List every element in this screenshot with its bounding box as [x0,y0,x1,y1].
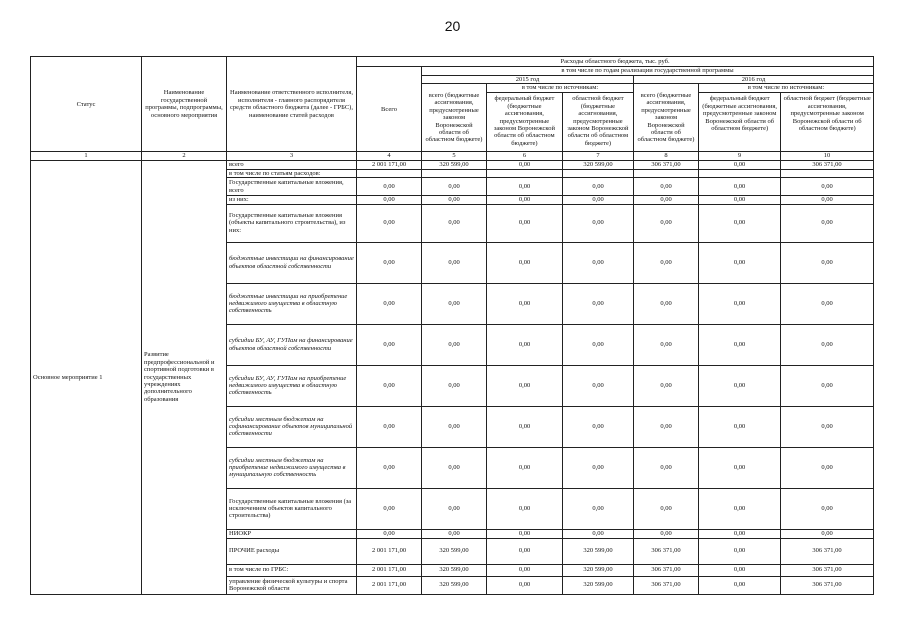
value-reg-2015: 0,00 [563,283,634,324]
value-total: 2 001 171,00 [357,576,422,594]
header-status: Статус [31,57,142,152]
column-number: 6 [487,152,563,160]
value-reg-2015: 0,00 [563,406,634,447]
value-fed-2016: 0,00 [699,196,781,204]
value-fed-2016: 0,00 [699,564,781,576]
value-total-2015: 0,00 [422,178,487,196]
header-col-reg-2016: областной бюджет (бюджетные ассигнования, предусмотренные законом Воронежской области об областном бюджете) [783,95,871,133]
status-cell: Основное мероприятие 1 [31,160,142,594]
value-total-2015: 320 599,00 [422,538,487,564]
value-total: 0,00 [357,406,422,447]
value-total-2016: 0,00 [634,365,699,406]
row-label: ПРОЧИЕ расходы [227,538,357,564]
row-label: НИОКР [227,529,357,538]
row-label: из них: [227,196,357,204]
value-fed-2015: 0,00 [487,204,563,242]
page-number: 20 [444,18,461,34]
header-program-name: Наименование государственной программы, подпрограммы, основного мероприятия [142,57,227,152]
value-empty [781,169,874,177]
value-total-2015: 0,00 [422,324,487,365]
value-reg-2015: 0,00 [563,365,634,406]
value-fed-2016: 0,00 [699,365,781,406]
value-fed-2016: 0,00 [699,576,781,594]
value-reg-2015: 320 599,00 [563,564,634,576]
value-fed-2015: 0,00 [487,538,563,564]
value-fed-2015: 0,00 [487,178,563,196]
value-total-2016: 0,00 [634,283,699,324]
value-total: 2 001 171,00 [357,160,422,169]
value-reg-2015: 0,00 [563,204,634,242]
header-col-fed-2016: федеральный бюджет (бюджетные ассигнования, предусмотренные законом Воронежской области об областном бюджете) [699,93,781,151]
column-number: 5 [422,152,487,160]
value-total-2015: 0,00 [422,283,487,324]
header-sources-2015 [487,84,634,152]
value-total-2015: 0,00 [422,365,487,406]
value-fed-2015: 0,00 [487,196,563,204]
value-total: 2 001 171,00 [357,564,422,576]
column-number: 3 [227,152,357,160]
value-total: 0,00 [357,447,422,488]
value-total-2015: 0,00 [422,196,487,204]
value-total-2015: 0,00 [422,204,487,242]
value-total-2015: 320 599,00 [422,160,487,169]
value-fed-2015: 0,00 [487,576,563,594]
value-reg-2016: 306 371,00 [781,538,874,564]
header-col-total-2015 [422,84,487,152]
header-expenses-title: Расходы областного бюджета, тыс. руб. [357,57,874,67]
row-label: субсидии БУ, АУ, ГУПам на приобретение недвижимого имущества в областную собственность [227,365,357,406]
value-fed-2015: 0,00 [487,406,563,447]
row-label: в том числе по статьям расходов: [227,169,357,177]
value-reg-2016: 0,00 [781,447,874,488]
value-total-2016: 0,00 [634,529,699,538]
value-total-2016: 306 371,00 [634,160,699,169]
header-col-total-2016-text: всего (бюджетные ассигнования, предусмотренные законом Воронежской области об областном бюджете) [637,91,695,144]
value-total: 0,00 [357,324,422,365]
value-fed-2016: 0,00 [699,324,781,365]
value-reg-2016: 0,00 [781,283,874,324]
value-empty [357,169,422,177]
value-reg-2016: 0,00 [781,529,874,538]
value-total: 0,00 [357,488,422,529]
value-reg-2015: 0,00 [563,324,634,365]
value-reg-2015: 0,00 [563,529,634,538]
column-number: 10 [781,152,874,160]
value-reg-2015: 320 599,00 [563,160,634,169]
header-col-total-2015-text: всего (бюджетные ассигнования, предусмотренные законом Воронежской области об областном бюджете) [425,91,483,144]
value-empty [634,169,699,177]
value-fed-2015: 0,00 [487,242,563,283]
program-name-cell: Развитие предпрофессиональной и спортивной подготовки в государственных учреждениях дополнительного образования [142,160,227,594]
column-number: 9 [699,152,781,160]
value-total: 0,00 [357,204,422,242]
value-total: 0,00 [357,283,422,324]
value-total-2016: 0,00 [634,204,699,242]
value-reg-2016: 0,00 [781,242,874,283]
value-fed-2016: 0,00 [699,204,781,242]
header-by-years: в том числе по годам реализации государственной программы [422,67,874,76]
table-row [31,160,874,169]
value-total-2016: 0,00 [634,488,699,529]
value-fed-2015: 0,00 [487,283,563,324]
value-reg-2015: 320 599,00 [563,576,634,594]
row-label: Государственные капитальные вложения (за исключением объектов капитального строительства) [227,488,357,529]
row-label: управление физической культуры и спорта Воронежской области [227,576,357,594]
value-fed-2016: 0,00 [699,160,781,169]
value-fed-2015: 0,00 [487,529,563,538]
value-total: 2 001 171,00 [357,538,422,564]
header-sources-2016-label: в том числе по источникам: [699,84,873,93]
value-reg-2016: 306 371,00 [781,564,874,576]
value-fed-2016: 0,00 [699,447,781,488]
value-total: 0,00 [357,196,422,204]
value-fed-2016: 0,00 [699,529,781,538]
header-sources-2016 [699,84,874,152]
value-fed-2015: 0,00 [487,488,563,529]
column-number: 7 [563,152,634,160]
row-label: субсидии местным бюджетам на софинансирование объектов муниципальной собственности [227,406,357,447]
value-total: 0,00 [357,529,422,538]
value-total-2015: 0,00 [422,488,487,529]
header-executor: Наименование ответственного исполнителя, исполнителя - главного распорядителя средств областного бюджета (далее - ГРБС), наименование статей расходов [227,57,357,152]
header-sources-2015-label: в том числе по источникам: [487,84,633,93]
column-number-row [31,152,874,160]
header-year-2016: 2016 год [634,76,874,84]
value-empty [699,169,781,177]
value-reg-2015: 0,00 [563,196,634,204]
value-total-2015: 320 599,00 [422,576,487,594]
value-fed-2015: 0,00 [487,447,563,488]
value-fed-2016: 0,00 [699,283,781,324]
value-empty [563,169,634,177]
row-label: Государственные капитальные вложения, всего [227,178,357,196]
row-label: субсидии местным бюджетам на приобретение недвижимого имущества в муниципальную собственность [227,447,357,488]
value-total: 0,00 [357,242,422,283]
value-total-2016: 0,00 [634,196,699,204]
row-label: Государственные капитальные вложения (объекты капитального строительства), из них: [227,204,357,242]
value-total: 0,00 [357,178,422,196]
value-total-2016: 306 371,00 [634,564,699,576]
value-reg-2016: 306 371,00 [781,576,874,594]
value-reg-2015: 320 599,00 [563,538,634,564]
budget-table [30,56,874,595]
value-fed-2015: 0,00 [487,564,563,576]
column-number: 4 [357,152,422,160]
row-label: субсидии БУ, АУ, ГУПам на финансирование объектов областной собственности [227,324,357,365]
value-total-2015: 0,00 [422,447,487,488]
value-fed-2015: 0,00 [487,324,563,365]
value-fed-2015: 0,00 [487,160,563,169]
value-reg-2016: 0,00 [781,196,874,204]
value-total-2015: 0,00 [422,529,487,538]
value-fed-2016: 0,00 [699,406,781,447]
value-reg-2015: 0,00 [563,178,634,196]
column-number: 8 [634,152,699,160]
value-total-2015: 0,00 [422,406,487,447]
header-col-reg-2015: областной бюджет (бюджетные ассигнования, предусмотренные законом Воронежской области об областном бюджете) [567,95,629,147]
value-total-2016: 0,00 [634,447,699,488]
row-label: в том числе по ГРБС: [227,564,357,576]
header-col-fed-2015: федеральный бюджет (бюджетные ассигнования, предусмотренные законом Воронежской области об областном бюджете) [487,93,563,151]
row-label: бюджетные инвестиции на финансирование объектов областной собственности [227,242,357,283]
header-year-2015: 2015 год [422,76,634,84]
row-label: всего [227,160,357,169]
value-total-2016: 306 371,00 [634,538,699,564]
row-label: бюджетные инвестиции на приобретение недвижимого имущества в областную собственность [227,283,357,324]
value-reg-2015: 0,00 [563,447,634,488]
header-col-total-2016 [634,84,699,152]
value-total-2016: 306 371,00 [634,576,699,594]
header-total: Всего [357,67,422,152]
value-fed-2015: 0,00 [487,365,563,406]
value-reg-2015: 0,00 [563,242,634,283]
value-total-2015: 0,00 [422,242,487,283]
value-fed-2016: 0,00 [699,488,781,529]
value-total-2016: 0,00 [634,242,699,283]
value-fed-2016: 0,00 [699,242,781,283]
value-total-2016: 0,00 [634,178,699,196]
value-reg-2016: 0,00 [781,204,874,242]
value-fed-2016: 0,00 [699,538,781,564]
value-reg-2015: 0,00 [563,488,634,529]
value-reg-2016: 0,00 [781,488,874,529]
value-empty [422,169,487,177]
value-reg-2016: 0,00 [781,324,874,365]
value-empty [487,169,563,177]
value-reg-2016: 306 371,00 [781,160,874,169]
value-fed-2016: 0,00 [699,178,781,196]
value-total-2016: 0,00 [634,406,699,447]
value-total-2016: 0,00 [634,324,699,365]
value-reg-2016: 0,00 [781,365,874,406]
value-reg-2016: 0,00 [781,406,874,447]
column-number: 1 [31,152,142,160]
value-total: 0,00 [357,365,422,406]
value-total-2015: 320 599,00 [422,564,487,576]
value-reg-2016: 0,00 [781,178,874,196]
column-number: 2 [142,152,227,160]
